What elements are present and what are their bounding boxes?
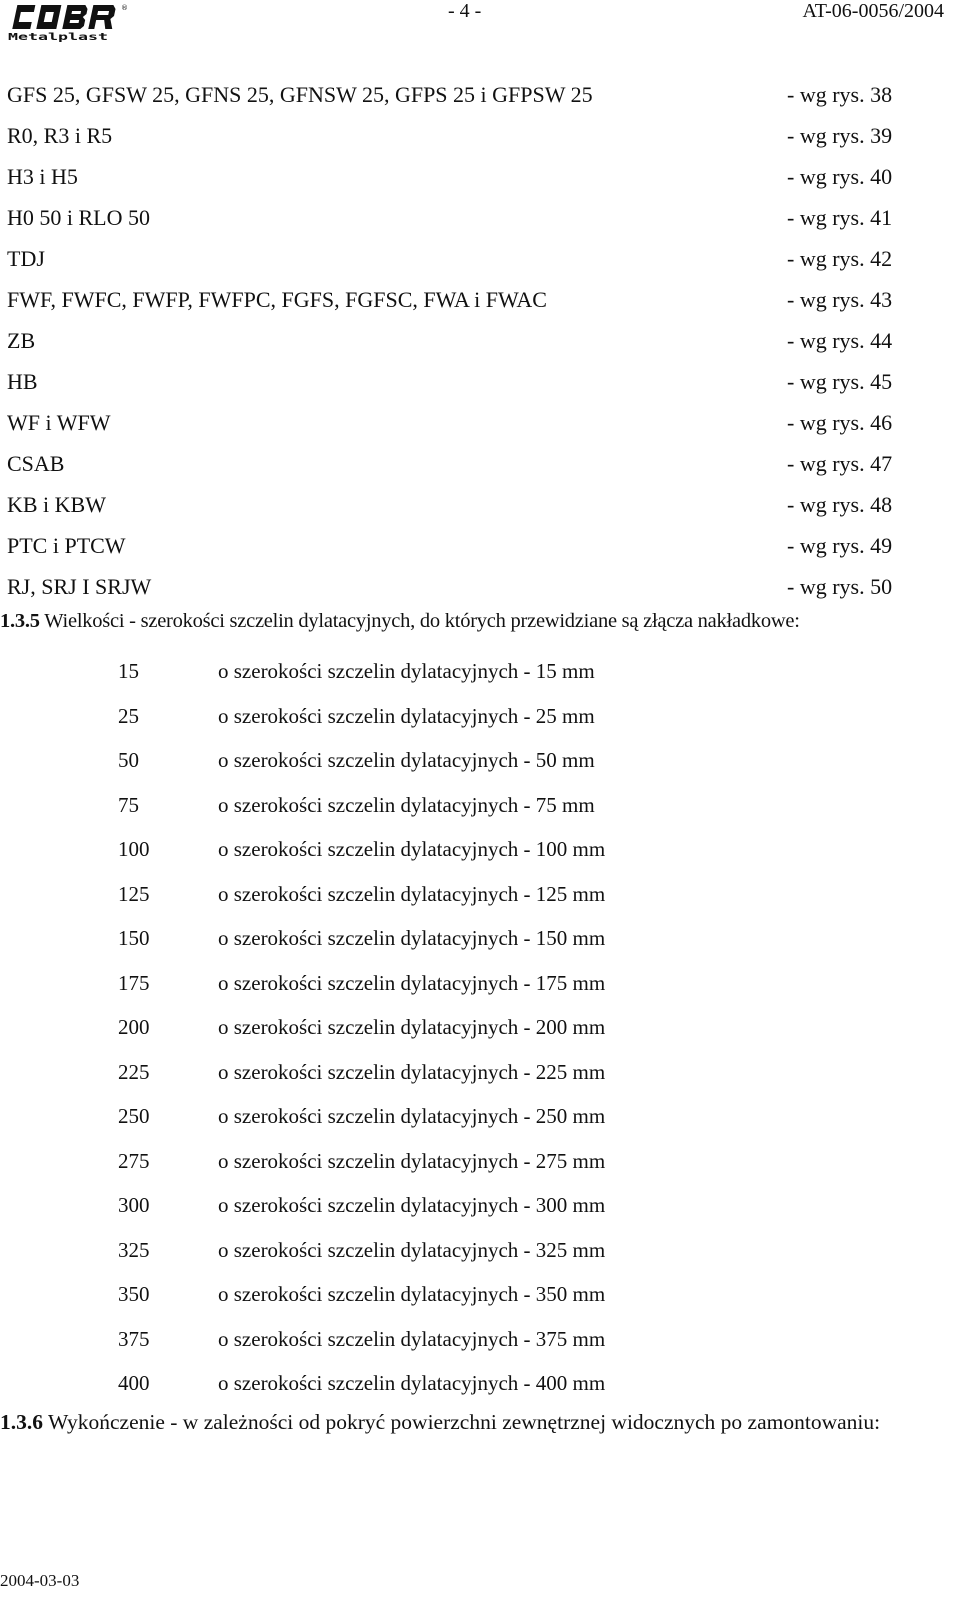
size-description: o szerokości szczelin dylatacyjnych - 350 mm bbox=[218, 1282, 606, 1306]
size-description: o szerokości szczelin dylatacyjnych - 25 mm bbox=[218, 703, 595, 728]
size-value: 15 bbox=[118, 659, 139, 683]
list-item bbox=[118, 748, 878, 793]
size-description: o szerokości szczelin dylatacyjnych - 75 mm bbox=[218, 792, 595, 817]
reference-figure: - wg rys. 41 bbox=[787, 205, 893, 230]
reference-name: CSAB bbox=[7, 451, 65, 476]
footer-date: 2004-03-03 bbox=[0, 1571, 80, 1590]
size-value: 275 bbox=[118, 1148, 150, 1173]
list-item bbox=[118, 704, 878, 749]
reference-name: GFS 25, GFSW 25, GFNS 25, GFNSW 25, GFPS 25 i GFPSW 25 bbox=[7, 82, 593, 107]
size-description: o szerokości szczelin dylatacyjnych - 200 mm bbox=[218, 1015, 606, 1039]
reference-row bbox=[7, 369, 907, 410]
reference-figure: - wg rys. 42 bbox=[787, 246, 893, 271]
size-value: 50 bbox=[118, 748, 139, 772]
list-item bbox=[118, 1149, 878, 1194]
size-description: o szerokości szczelin dylatacyjnych - 50 mm bbox=[218, 748, 595, 772]
size-value: 150 bbox=[118, 926, 150, 950]
reference-name: KB i KBW bbox=[7, 492, 106, 517]
list-item bbox=[118, 926, 878, 971]
reference-name: HB bbox=[7, 369, 38, 394]
size-value: 75 bbox=[118, 792, 139, 817]
reference-name: FWF, FWFC, FWFP, FWFPC, FGFS, FGFSC, FWA i FWAC bbox=[7, 287, 547, 312]
size-description: o szerokości szczelin dylatacyjnych - 275 mm bbox=[218, 1148, 606, 1173]
reference-name: ZB bbox=[7, 328, 36, 353]
document-id: AT-06-0056/2004 bbox=[802, 0, 944, 22]
size-description: o szerokości szczelin dylatacyjnych - 125 mm bbox=[218, 881, 606, 906]
reference-row bbox=[7, 164, 907, 205]
reference-figure: - wg rys. 47 bbox=[787, 451, 893, 476]
section-number: 1.3.6 bbox=[0, 1410, 43, 1434]
reference-name: H3 i H5 bbox=[7, 164, 78, 189]
reference-row bbox=[7, 451, 907, 492]
logo-wordmark: Metalplast bbox=[8, 32, 108, 43]
size-value: 200 bbox=[118, 1015, 150, 1039]
reference-figure: - wg rys. 44 bbox=[787, 328, 893, 353]
reference-name: WF i WFW bbox=[7, 410, 111, 435]
reference-name: H0 50 i RLO 50 bbox=[7, 205, 150, 230]
reference-figure: - wg rys. 43 bbox=[787, 287, 893, 312]
reference-row bbox=[7, 123, 907, 164]
list-item bbox=[118, 659, 878, 704]
section-1-3-5 bbox=[0, 610, 960, 633]
reference-row bbox=[7, 205, 907, 246]
reference-figure: - wg rys. 39 bbox=[787, 123, 893, 148]
reference-name: TDJ bbox=[7, 246, 45, 271]
size-description: o szerokości szczelin dylatacyjnych - 15 mm bbox=[218, 659, 595, 683]
reference-figure: - wg rys. 38 bbox=[787, 82, 893, 107]
reference-name: R0, R3 i R5 bbox=[7, 123, 113, 148]
section-text: Wykończenie - w zależności od pokryć powierzchni zewnętrznej widocznych po zamontowaniu: bbox=[48, 1410, 881, 1434]
size-value: 225 bbox=[118, 1059, 150, 1084]
list-item bbox=[118, 1327, 878, 1372]
size-value: 175 bbox=[118, 970, 150, 995]
gap-size-list bbox=[118, 659, 878, 1416]
list-item bbox=[118, 1282, 878, 1327]
section-number: 1.3.5 bbox=[0, 610, 40, 632]
reference-figure: - wg rys. 49 bbox=[787, 533, 893, 558]
reference-row bbox=[7, 287, 907, 328]
size-value: 350 bbox=[118, 1282, 150, 1306]
reference-figure: - wg rys. 40 bbox=[787, 164, 893, 189]
list-item bbox=[118, 1060, 878, 1105]
reference-row bbox=[7, 328, 907, 369]
list-item bbox=[118, 1238, 878, 1283]
size-value: 375 bbox=[118, 1326, 150, 1351]
reference-figure: - wg rys. 48 bbox=[787, 492, 893, 517]
size-description: o szerokości szczelin dylatacyjnych - 250 mm bbox=[218, 1104, 606, 1128]
section-1-3-6 bbox=[0, 1400, 944, 1444]
size-value: 325 bbox=[118, 1237, 150, 1262]
size-description: o szerokości szczelin dylatacyjnych - 300 mm bbox=[218, 1193, 606, 1217]
list-item bbox=[118, 1193, 878, 1238]
reference-row bbox=[7, 533, 907, 574]
reference-figure: - wg rys. 50 bbox=[787, 574, 893, 599]
list-item bbox=[118, 1015, 878, 1060]
size-description: o szerokości szczelin dylatacyjnych - 325 mm bbox=[218, 1237, 606, 1262]
reference-list bbox=[7, 82, 907, 615]
size-description: o szerokości szczelin dylatacyjnych - 150 mm bbox=[218, 926, 606, 950]
size-value: 100 bbox=[118, 837, 150, 861]
size-description: o szerokości szczelin dylatacyjnych - 225 mm bbox=[218, 1059, 606, 1084]
size-description: o szerokości szczelin dylatacyjnych - 100 mm bbox=[218, 837, 606, 861]
reference-name: RJ, SRJ I SRJW bbox=[7, 574, 152, 599]
size-value: 25 bbox=[118, 703, 139, 728]
size-value: 300 bbox=[118, 1193, 150, 1217]
section-text: Wielkości - szerokości szczelin dylatacyjnych, do których przewidziane są złącza nakładkowe: bbox=[44, 610, 800, 632]
list-item bbox=[118, 793, 878, 838]
list-item bbox=[118, 882, 878, 927]
reference-row bbox=[7, 246, 907, 287]
size-description: o szerokości szczelin dylatacyjnych - 175 mm bbox=[218, 970, 606, 995]
reference-figure: - wg rys. 46 bbox=[787, 410, 893, 435]
list-item bbox=[118, 1104, 878, 1149]
svg-text:®: ® bbox=[121, 4, 128, 12]
size-value: 400 bbox=[118, 1371, 150, 1395]
reference-figure: - wg rys. 45 bbox=[787, 369, 893, 394]
reference-row bbox=[7, 492, 907, 533]
list-item bbox=[118, 837, 878, 882]
reference-row bbox=[7, 574, 907, 615]
reference-row bbox=[7, 410, 907, 451]
size-value: 125 bbox=[118, 881, 150, 906]
company-logo bbox=[4, 2, 128, 44]
page-number: - 4 - bbox=[448, 0, 482, 22]
reference-row bbox=[7, 82, 907, 123]
size-value: 250 bbox=[118, 1104, 150, 1128]
list-item bbox=[118, 971, 878, 1016]
size-description: o szerokości szczelin dylatacyjnych - 400 mm bbox=[218, 1371, 606, 1395]
reference-name: PTC i PTCW bbox=[7, 533, 126, 558]
size-description: o szerokości szczelin dylatacyjnych - 375 mm bbox=[218, 1326, 606, 1351]
